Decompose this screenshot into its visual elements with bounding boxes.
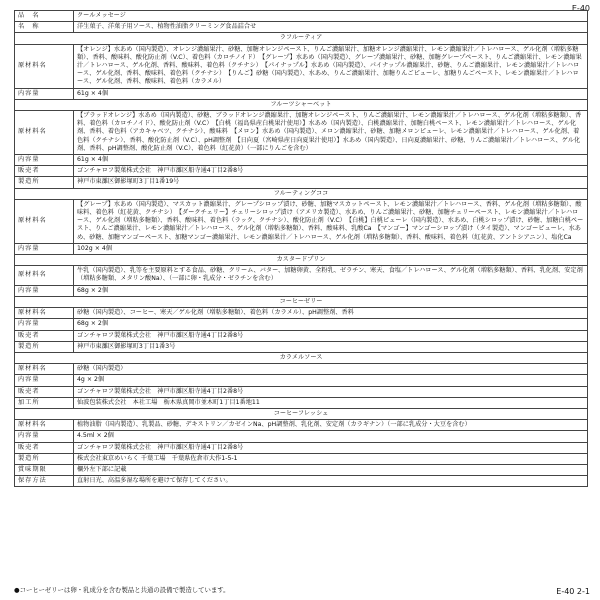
row-value: 61g × 4個 <box>74 88 588 99</box>
section-header-row <box>15 296 588 307</box>
table-row <box>15 285 588 296</box>
row-value: 牛乳（国内製造）、乳等を主要原料とする食品、砂糖、クリーム、バター、加糖卵黄、全粉乳、ゼラチン、寒天、食塩／トレハロース、ゲル化剤（増粘多糖類）、香料、乳化剤、安定剤（増粘多糖類、メタリン酸Na）、（一部に卵・乳成分・ゼラチンを含む） <box>74 266 588 285</box>
row-label: 内容量 <box>15 243 74 254</box>
section-header-row <box>15 352 588 363</box>
table-row <box>15 341 588 352</box>
row-value: 61g × 4個 <box>74 155 588 166</box>
section-header-row <box>15 255 588 266</box>
row-label: 内容量 <box>15 319 74 330</box>
section-title: ラフルーティア <box>15 33 588 44</box>
table-row <box>15 453 588 464</box>
ingredient-table <box>14 10 588 487</box>
table-row <box>15 319 588 330</box>
row-label: 品 名 <box>15 11 74 22</box>
row-label: 保存方法 <box>15 476 74 487</box>
row-label: 販売者 <box>15 442 74 453</box>
row-value: 68g × 2個 <box>74 319 588 330</box>
row-value: 直射日光、高温多湿な場所を避けて保存してください。 <box>74 476 588 487</box>
row-value: 102g × 4個 <box>74 243 588 254</box>
row-label: 加工所 <box>15 397 74 408</box>
row-value: 神戸市東灘区御影塚町3丁目1番3号 <box>74 341 588 352</box>
table-row <box>15 44 588 88</box>
section-header-row <box>15 99 588 110</box>
row-label: 販売者 <box>15 330 74 341</box>
table-row <box>15 476 588 487</box>
row-value: 68g × 2個 <box>74 285 588 296</box>
table-row <box>15 243 588 254</box>
row-value: 仙波包装株式会社 本社工場 栃木県真岡市並木町1丁目1番地11 <box>74 397 588 408</box>
row-value: ゴンチャロフ製菓株式会社 神戸市灘区船寺通4丁目2番8号 <box>74 442 588 453</box>
table-row <box>15 420 588 431</box>
ingredient-table-body <box>15 11 588 487</box>
row-label: 原材料名 <box>15 111 74 155</box>
table-row <box>15 111 588 155</box>
table-row <box>15 442 588 453</box>
product-code: E-40 <box>571 4 590 13</box>
row-value: 砂糖（国内製造）、コーヒー、寒天／ゲル化剤（増粘多糖類）、着色料（カラメル）、pH調整剤、香料 <box>74 308 588 319</box>
row-value: 洋生菓子、洋菓子用ソース、植物性油脂クリーミング食品詰合せ <box>74 22 588 33</box>
row-value: 4g × 2個 <box>74 375 588 386</box>
row-label: 原材料名 <box>15 308 74 319</box>
row-label: 原材料名 <box>15 364 74 375</box>
section-title: コーヒーゼリー <box>15 296 588 307</box>
table-row <box>15 166 588 177</box>
section-header-row <box>15 188 588 199</box>
row-value: 株式会社東京めいらく 千葉工場 千葉県佐倉市大作1-5-1 <box>74 453 588 464</box>
row-label: 内容量 <box>15 285 74 296</box>
table-row <box>15 88 588 99</box>
row-value: ゴンチャロフ製菓株式会社 神戸市灘区船寺通4丁目2番8号 <box>74 386 588 397</box>
row-label: 原材料名 <box>15 420 74 431</box>
table-row <box>15 464 588 475</box>
row-value: 4.5ml × 2個 <box>74 431 588 442</box>
row-value: 神戸市東灘区御影塚町3丁目1番19号 <box>74 177 588 188</box>
table-row <box>15 266 588 285</box>
row-value: 【オレンジ】水あめ（国内製造）、オレンジ濃縮果汁、砂糖、加糖オレンジペースト、りんご濃縮果汁、加糖オレンジ濃縮果汁、レモン濃縮果汁／トレハロース、ゲル化剤（増粘多糖類）、香料、酸味料、酸化防止剤（V.C）、着色料（カロチノイド） 【グレープ】水あめ（国内製造）、グレープ濃縮果汁、砂糖、加糖グレープペースト、りんご濃縮果汁、レモン濃縮果汁／トレハロース、ゲル化剤、香料、酸味料、着色料（クチナシ） 【パイナップル】水あめ（国内製造）、パイナップル濃縮果汁、砂糖、りんご濃縮果汁、レモン濃縮果汁／トレハロース、ゲル化剤、香料、酸味料、着色料（クチナシ） 【りんご】砂糖（国内製造）、水あめ、りんご濃縮果汁、加糖りんごピューレ、加糖りんごペースト、レモン濃縮果汁／トレハロース、ゲル化剤、香料、酸味料、着色料（カラメル） <box>74 44 588 88</box>
row-label: 原材料名 <box>15 44 74 88</box>
table-row <box>15 364 588 375</box>
row-label: 販売者 <box>15 386 74 397</box>
row-value: 【グレープ】水あめ（国内製造）、マスカット濃縮果汁、グレープシロップ漬け、砂糖、加糖マスカットペースト、レモン濃縮果汁／トレハロース、香料、ゲル化剤（増粘多糖類）、酸味料、着色料（紅花黄、クチナシ） 【ダークチェリー】チェリーシロップ漬け（アメリカ製造）、水あめ、りんご濃縮果汁、砂糖、加糖チェリーペースト、レモン濃縮果汁／トレハロース、ゲル化剤（増粘多糖類）、香料、酸味料、着色料（ラック、クチナシ）、酸化防止剤（V.C） 【白桃】白桃ピューレ（国内製造）、水あめ、白桃シロップ漬け、砂糖、加糖白桃ペースト、りんご濃縮果汁、レモン濃縮果汁／トレハロース、ゲル化剤（増粘多糖類）、香料、酸味料、乳酸Ca 【マンゴー】マンゴーシロップ漬け（タイ製造）、マンゴーピューレ、水あめ、砂糖、加糖マンゴーペースト、加糖マンゴー濃縮果汁、レモン濃縮果汁／トレハロース、ゲル化剤（増粘多糖類）、香料、酸味料、着色料（紅花黄、アントシアニン）、塩化Ca <box>74 199 588 243</box>
table-row <box>15 177 588 188</box>
row-label: 名 称 <box>15 22 74 33</box>
table-row <box>15 397 588 408</box>
row-label: 内容量 <box>15 431 74 442</box>
table-row <box>15 155 588 166</box>
section-header-row <box>15 33 588 44</box>
table-row <box>15 431 588 442</box>
row-label: 原材料名 <box>15 199 74 243</box>
row-label: 内容量 <box>15 88 74 99</box>
row-value: 【ブラッドオレンジ】水あめ（国内製造）、砂糖、ブラッドオレンジ濃縮果汁、加糖オレンジペースト、りんご濃縮果汁、レモン濃縮果汁／トレハロース、ゲル化剤（増粘多糖類）、香料、着色料（カロチノイド）、酸化防止剤（V.C） 【白桃（福島県産白桃果汁使用）】水あめ（国内製造）、白桃濃縮果汁、加糖白桃ペースト、レモン濃縮果汁／トレハロース、ゲル化剤、香料、着色料（アカキャベツ、クチナシ）、酸味料 【メロン】水あめ（国内製造）、メロン濃縮果汁、砂糖、加糖メロンピューレ、レモン濃縮果汁／トレハロース、ゲル化剤、着色料（クチナシ）、香料、酸化防止剤（V.C）、pH調整剤 【日向夏（宮崎県産日向夏果汁使用）】水あめ（国内製造）、日向夏濃縮果汁、砂糖、りんご濃縮果汁／トレハロース、ゲル化剤、香料、pH調整剤、酸化防止剤（V.C）、着色料（紅花黄）（一部にりんごを含む） <box>74 111 588 155</box>
table-row <box>15 375 588 386</box>
table-row <box>15 199 588 243</box>
section-header-row <box>15 408 588 419</box>
section-title: カラメルソース <box>15 352 588 363</box>
table-row <box>15 308 588 319</box>
row-label: 販売者 <box>15 166 74 177</box>
table-row <box>15 330 588 341</box>
section-title: カスタードプリン <box>15 255 588 266</box>
table-row <box>15 11 588 22</box>
row-label: 製造所 <box>15 177 74 188</box>
allergen-note: ●コーヒーゼリーは卵・乳成分を含む製品と共通の設備で製造しています。 <box>14 586 230 594</box>
row-label: 製造所 <box>15 453 74 464</box>
row-label: 内容量 <box>15 375 74 386</box>
row-value: 欄外左下部に記載 <box>74 464 588 475</box>
row-value: クールメッセージ <box>74 11 588 22</box>
section-title: コーヒーフレッシュ <box>15 408 588 419</box>
row-label: 原材料名 <box>15 266 74 285</box>
row-label: 製造所 <box>15 341 74 352</box>
row-value: 砂糖（国内製造） <box>74 364 588 375</box>
row-value: ゴンチャロフ製菓株式会社 神戸市灘区船寺通4丁目2番8号 <box>74 166 588 177</box>
table-row <box>15 22 588 33</box>
row-label: 内容量 <box>15 155 74 166</box>
row-label: 賞味期限 <box>15 464 74 475</box>
footer-code: E-40 2-1 <box>556 587 590 596</box>
row-value: ゴンチャロフ製菓株式会社 神戸市灘区船寺通4丁目2番8号 <box>74 330 588 341</box>
row-value: 植物油脂（国内製造）、乳製品、砂糖、デキストリン／カゼインNa、pH調整剤、乳化剤、安定剤（カラギナン）（一部に乳成分・大豆を含む） <box>74 420 588 431</box>
section-title: フルーティングココ <box>15 188 588 199</box>
section-title: フルーツシャーベット <box>15 99 588 110</box>
table-row <box>15 386 588 397</box>
